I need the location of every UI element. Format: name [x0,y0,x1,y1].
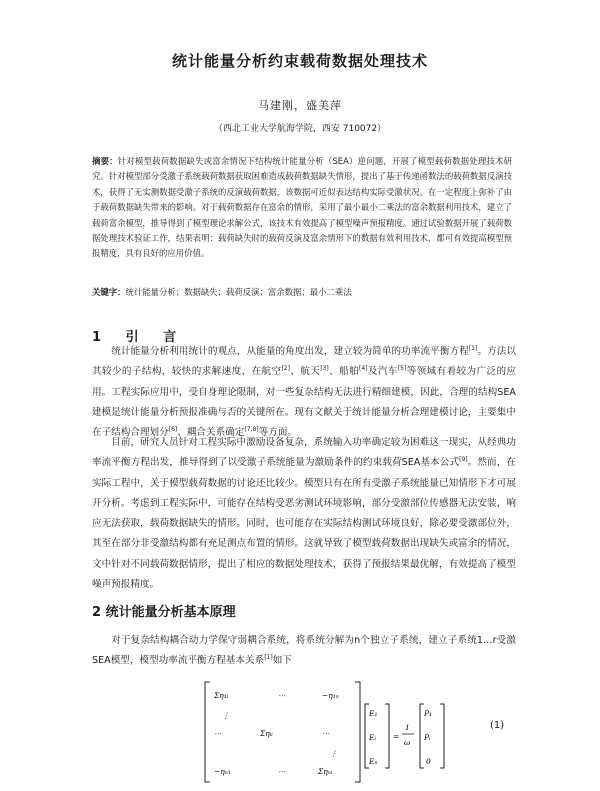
power-entry: P₁ [424,709,433,718]
power-entry: Pᵢ [424,733,431,742]
energy-entry: Eᵢ [369,733,376,742]
section-heading-principle: 2 统计能量分析基本原理 [92,605,236,620]
paper-title: 统计能量分析约束载荷数据处理技术 [171,52,428,70]
energy-entry: E₁ [369,709,378,718]
author-affiliation: （西北工业大学航海学院，西安 710072） [213,124,387,134]
fraction-denominator: ω [404,738,411,747]
citation: [4] [359,365,368,373]
power-entry: 0 [426,757,431,766]
energy-entry: Eₙ [369,757,378,766]
citation: [3] [320,365,329,373]
citation: [6] [168,426,178,433]
citation: [9] [459,456,468,464]
abstract-label: 摘要： [92,156,118,166]
equation-number: (1) [490,720,505,731]
author-list: 马建刚，盛美萍 [258,99,342,112]
matrix-right-bracket [355,682,360,782]
matrix-left-bracket [205,682,210,782]
equals-sign: = [393,732,400,741]
matrix-dots: ⋯ [278,767,286,776]
matrix-dots: ⋯ [278,691,286,700]
section-heading-introduction: 1 引 言 [92,330,187,345]
citation: [1] [468,344,478,352]
matrix-entry: −η₁ₙ [322,691,339,700]
matrix-entry: Σηₙᵢ [318,767,333,776]
fraction-numerator: 1 [405,723,410,732]
equation-1 [200,678,530,788]
abstract-text: 针对模型载荷数据缺失或富余情况下结构统计能量分析（SEA）逆问题，开展了模型载荷数据处理技术研究。针对模型部分受激子系统载荷数据获取困难造成载荷数据缺失情形，提出了基于传递函数法的载荷数据反演技术，获得了无实测数据受激子系统的反演载荷数据，该数据可近似表达结构实际受激状况，在一定程度上弥补了由于载荷数据缺失带来的影响。对于载荷数据存在富余的情形，采用了最小最小二乘法的富余数据利用技术，建立了载荷富余模型，推导得到了模型理论求解公式，该技术有效提高了模型噪声预报精度。通过试验数据开展了载荷数据处理技术验证工作，结果表明：载荷缺失时的载荷反演及富余情形下的数据有效利用技术，都可有效提高模型预报精度，具有良好的应用价值。 [92,156,512,259]
keywords-label: 关键字： [92,287,126,297]
matrix-dots: ⋯ [322,729,330,738]
matrix-entry: Σηᵢᵢ [260,729,273,738]
matrix-vdots: ⋮ [330,749,338,758]
energy-vector-right-bracket [385,704,389,768]
matrix-entry: −ηₙ₁ [214,767,231,776]
citation: [2] [281,365,290,373]
matrix-vdots: ⋮ [222,711,230,720]
matrix-entry: Ση₁ᵢ [214,691,229,700]
paragraph-intro-2: 目前，研究人员针对工程实际中激励设备复杂，系统输入功率确定较为困难这一现实，从经典功率流平衡方程出发，推导得到了以受激子系统能量为激励条件的约束载荷SEA基本公式[9]。然而，在实际工程中，关于模型载荷数据的讨论还比较少。模型只有在所有受激子系统能量已知情形下才可展开分析。考虑到工程实际中，可能存在结构受恶劣测试环境影响，部分受激部位传感器无法安装，响应无法获取，载荷数据缺失的情形。同时，也可能存在实际结构测试环境良好，除必要受激部位外，其至在部分非受激结构都有充足测点布置的情形。这就导致了模型载荷数据出现缺失或富余的情况，文中针对不同载荷数据情形，提出了相应的数据处理技术，获得了预报结果最优解，有效提高了模型噪声预报精度。 [92,437,516,591]
keywords [92,285,512,299]
paragraph-principle: 对于复杂结构耦合动力学保守弱耦合系统，将系统分解为n个独立子系统，建立子系统1…r受激SEA模型，模型功率流平衡方程基本关系[1]如下 [92,635,516,667]
keywords-text: 统计能量分析；数据缺失；载荷反演；富余数据；最小二乘法 [125,287,352,297]
citation: [5] [397,365,407,373]
paragraph-intro-1: 统计能量分析利用统计的观点，从能量的角度出发，建立较为简单的功率流平衡方程[1]。方法以其较少的子结构，较快的求解速度，在航空[2]、航天[3]、船舶[4]及汽车[5]等领域有着较为广泛的应用。工程实际应用中，受自身理论限制，对一些复杂结构无法进行精细建模，因此，合理的结构SEA建模是统计能量分析预报准确与否的关键所在。现有文献关于统计能量分析合理建模讨论，主要集中在子结构合理划分[6]、耦合关系确定[7,8]等方面。 [92,344,516,439]
power-vector-right-bracket [440,704,444,768]
citation: [1] [264,654,273,662]
citation: [7,8] [244,426,259,433]
abstract [92,154,512,278]
matrix-dots: ⋯ [214,729,222,738]
